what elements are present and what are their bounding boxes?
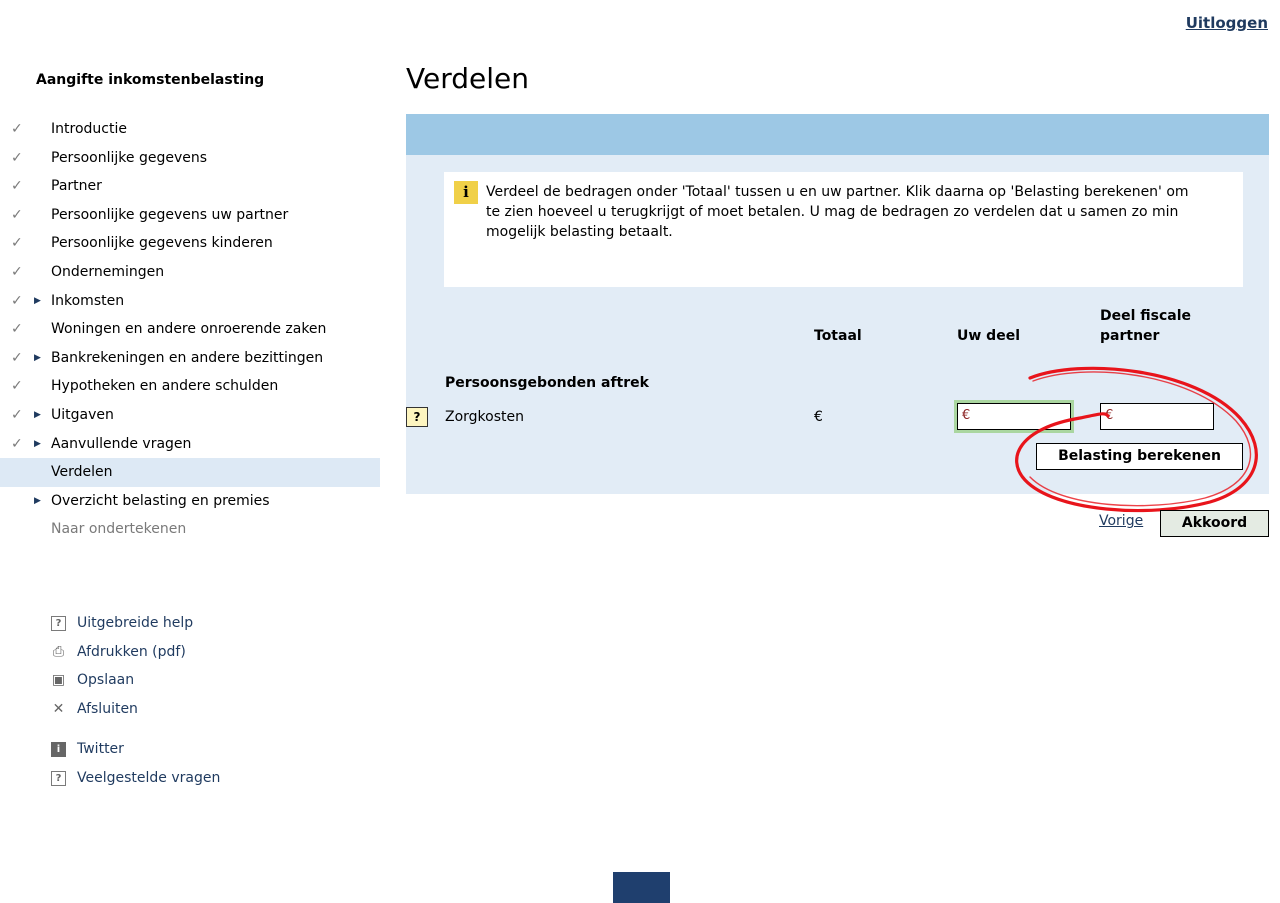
sidebar-item-verdelen[interactable] [0, 458, 380, 487]
panel-header-band [406, 114, 1269, 155]
sidebar-item-label: Persoonlijke gegevens uw partner [51, 206, 289, 223]
sidebar-item-label: Woningen en andere onroerende zaken [51, 321, 327, 338]
sidebar-item-label: Introductie [51, 121, 127, 137]
sidebar-item-uitgaven[interactable] [0, 401, 380, 430]
info-box [444, 172, 1243, 287]
logout-link[interactable]: Uitloggen [1185, 14, 1268, 32]
sidebar-item-label: Persoonlijke gegevens [51, 149, 208, 166]
check-icon: ✓ [11, 235, 23, 252]
sidebar-item-ondernemingen[interactable] [0, 258, 380, 287]
expand-arrow-icon[interactable]: ▶ [34, 438, 41, 449]
check-icon: ✓ [11, 178, 23, 195]
info-text: Verdeel de bedragen onder 'Totaal' tussen u en uw partner. Klik daarna op 'Belasting berekenen' om te zien hoeveel u terugkrijgt of moet betalen. U mag de bedragen zo verdelen dat u samen zo min mogelijk belasting betaalt. [486, 184, 1189, 240]
partner-share-input[interactable] [1117, 406, 1209, 427]
check-icon: ✓ [11, 121, 23, 137]
check-icon: ✓ [11, 349, 23, 366]
check-icon: ✓ [11, 263, 23, 280]
sidebar-item-persoonlijke-gegevens[interactable] [0, 144, 380, 173]
check-icon: ✓ [11, 149, 23, 166]
row-label-zorgkosten: Zorgkosten [445, 409, 524, 425]
tool-label: Afdrukken (pdf) [77, 643, 186, 660]
sidebar-title: Aangifte inkomstenbelasting [36, 72, 265, 88]
expand-arrow-icon[interactable]: ▶ [34, 295, 41, 306]
partner-currency-symbol: € [1105, 408, 1114, 423]
previous-link[interactable]: Vorige [1099, 513, 1144, 529]
check-icon: ✓ [11, 406, 23, 423]
partner-share-field[interactable] [1100, 403, 1214, 430]
sidebar-item-inkomsten[interactable] [0, 287, 380, 316]
check-icon: ✓ [11, 378, 23, 395]
tool-label: Opslaan [77, 672, 135, 689]
row-help-button[interactable]: ? [406, 407, 428, 427]
own-share-field[interactable] [957, 403, 1071, 430]
sidebar-item-label: Uitgaven [51, 406, 114, 423]
sidebar-item-label: Partner [51, 178, 102, 195]
verdelen-panel [406, 114, 1269, 494]
sidebar-item-label: Ondernemingen [51, 263, 165, 280]
check-icon: ✓ [11, 206, 23, 223]
expand-arrow-icon[interactable]: ▶ [34, 495, 41, 506]
column-header-total: Totaal [814, 328, 862, 344]
sidebar-item-bankrekeningen-en-andere-bezittingen[interactable] [0, 344, 380, 373]
feedback-tab[interactable] [613, 872, 670, 903]
column-header-partner: Deel fiscale partner [1100, 308, 1192, 344]
sidebar-item-aanvullende-vragen[interactable] [0, 430, 380, 459]
sidebar-item-woningen-en-andere-onroerende-zaken[interactable] [0, 315, 380, 344]
sidebar-item-naar-ondertekenen [0, 515, 380, 544]
close-icon: ✕ [52, 700, 65, 717]
section-heading: Persoonsgebonden aftrek [445, 375, 649, 391]
sidebar-item-label: Naar ondertekenen [51, 521, 187, 538]
sidebar-item-label: Hypotheken en andere schulden [51, 378, 279, 395]
info-icon: i [51, 742, 66, 757]
sidebar-item-overzicht-belasting-en-premies[interactable] [0, 487, 380, 516]
agree-button[interactable]: Akkoord [1160, 510, 1269, 537]
sidebar-item-label: Inkomsten [51, 292, 125, 309]
sidebar-item-label: Bankrekeningen en andere bezittingen [51, 349, 324, 366]
own-share-input[interactable] [974, 406, 1066, 427]
check-icon: ✓ [11, 292, 23, 309]
own-currency-symbol: € [962, 408, 971, 423]
info-icon: i [454, 181, 478, 204]
sidebar-nav [0, 115, 380, 544]
tool-label: Twitter [77, 741, 124, 757]
check-icon: ✓ [11, 321, 23, 338]
save-icon: ▣ [51, 672, 66, 689]
expand-arrow-icon[interactable]: ▶ [34, 352, 41, 363]
calculate-tax-button[interactable]: Belasting berekenen [1036, 443, 1243, 470]
column-header-own: Uw deel [957, 328, 1020, 344]
sidebar-item-persoonlijke-gegevens-uw-partner[interactable] [0, 201, 380, 230]
sidebar-item-introductie[interactable] [0, 115, 380, 144]
tool-label: Veelgestelde vragen [77, 769, 221, 786]
help-icon: ? [51, 771, 66, 786]
help-icon: ? [51, 616, 66, 631]
check-icon: ✓ [11, 435, 23, 452]
sidebar-item-label: Persoonlijke gegevens kinderen [51, 235, 273, 252]
sidebar-item-label: Aanvullende vragen [51, 435, 192, 452]
print-icon: ⎙ [52, 643, 65, 660]
page-title: Verdelen [406, 62, 529, 95]
tool-label: Uitgebreide help [77, 615, 194, 631]
tool-label: Afsluiten [77, 700, 138, 717]
expand-arrow-icon[interactable]: ▶ [34, 409, 41, 420]
sidebar-item-persoonlijke-gegevens-kinderen[interactable] [0, 229, 380, 258]
sidebar-item-label: Overzicht belasting en premies [51, 492, 270, 509]
sidebar-item-hypotheken-en-andere-schulden[interactable] [0, 372, 380, 401]
sidebar-item-label: Verdelen [51, 464, 113, 481]
sidebar-item-partner[interactable] [0, 172, 380, 201]
total-currency-symbol: € [814, 409, 823, 425]
